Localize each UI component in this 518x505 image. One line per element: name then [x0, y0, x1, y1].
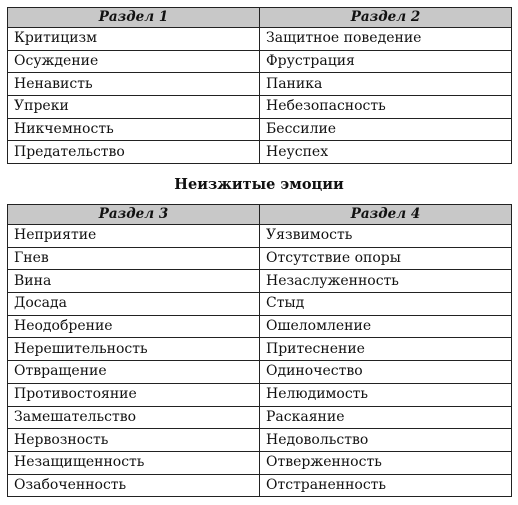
table-cell: Отсутствие опоры — [260, 247, 512, 270]
emotions-table-2 — [7, 204, 512, 497]
table-cell: Одиночество — [260, 361, 512, 384]
table-cell: Бессилие — [260, 118, 512, 141]
table-cell: Критицизм — [8, 28, 260, 51]
table-row — [8, 141, 512, 164]
table-cell: Вина — [8, 270, 260, 293]
table-row — [8, 28, 512, 51]
table-cell: Никчемность — [8, 118, 260, 141]
table-row — [8, 361, 512, 384]
table-cell: Неодобрение — [8, 315, 260, 338]
table-cell: Недовольство — [260, 429, 512, 452]
table-cell: Фрустрация — [260, 50, 512, 73]
table-header-row — [8, 205, 512, 225]
table-cell: Неприятие — [8, 225, 260, 248]
section-heading: Неизжитые эмоции — [174, 176, 344, 193]
table-cell: Незаслуженность — [260, 270, 512, 293]
table-cell: Притеснение — [260, 338, 512, 361]
table-cell: Незащищенность — [8, 451, 260, 474]
table-cell: Нерешительность — [8, 338, 260, 361]
table-cell: Стыд — [260, 293, 512, 316]
table-cell: Гнев — [8, 247, 260, 270]
table-row — [8, 73, 512, 96]
table-row — [8, 225, 512, 248]
column-header-section-3: Раздел 3 — [8, 205, 260, 225]
table-row — [8, 118, 512, 141]
table-cell: Ненависть — [8, 73, 260, 96]
table-row — [8, 406, 512, 429]
table-row — [8, 270, 512, 293]
table-cell: Досада — [8, 293, 260, 316]
table-cell: Упреки — [8, 96, 260, 119]
table-cell: Отвращение — [8, 361, 260, 384]
table-cell: Ошеломление — [260, 315, 512, 338]
table-cell: Отверженность — [260, 451, 512, 474]
table-row — [8, 247, 512, 270]
table-row — [8, 50, 512, 73]
column-header-section-2: Раздел 2 — [260, 8, 512, 28]
table-cell: Уязвимость — [260, 225, 512, 248]
table-row — [8, 383, 512, 406]
table-cell: Противостояние — [8, 383, 260, 406]
table-cell: Озабоченность — [8, 474, 260, 497]
table-cell: Нелюдимость — [260, 383, 512, 406]
table-cell: Осуждение — [8, 50, 260, 73]
table-header-row — [8, 8, 512, 28]
table-cell: Неуспех — [260, 141, 512, 164]
table-row — [8, 429, 512, 452]
table-cell: Защитное поведение — [260, 28, 512, 51]
column-header-section-4: Раздел 4 — [260, 205, 512, 225]
table-cell: Небезопасность — [260, 96, 512, 119]
table-row — [8, 96, 512, 119]
table-row — [8, 474, 512, 497]
table-cell: Отстраненность — [260, 474, 512, 497]
table-row — [8, 315, 512, 338]
table-cell: Раскаяние — [260, 406, 512, 429]
table-cell: Паника — [260, 73, 512, 96]
emotions-table-1 — [7, 7, 512, 164]
table-row — [8, 451, 512, 474]
table-cell: Нервозность — [8, 429, 260, 452]
table-row — [8, 338, 512, 361]
table-row — [8, 293, 512, 316]
table-cell: Замешательство — [8, 406, 260, 429]
table-cell: Предательство — [8, 141, 260, 164]
column-header-section-1: Раздел 1 — [8, 8, 260, 28]
